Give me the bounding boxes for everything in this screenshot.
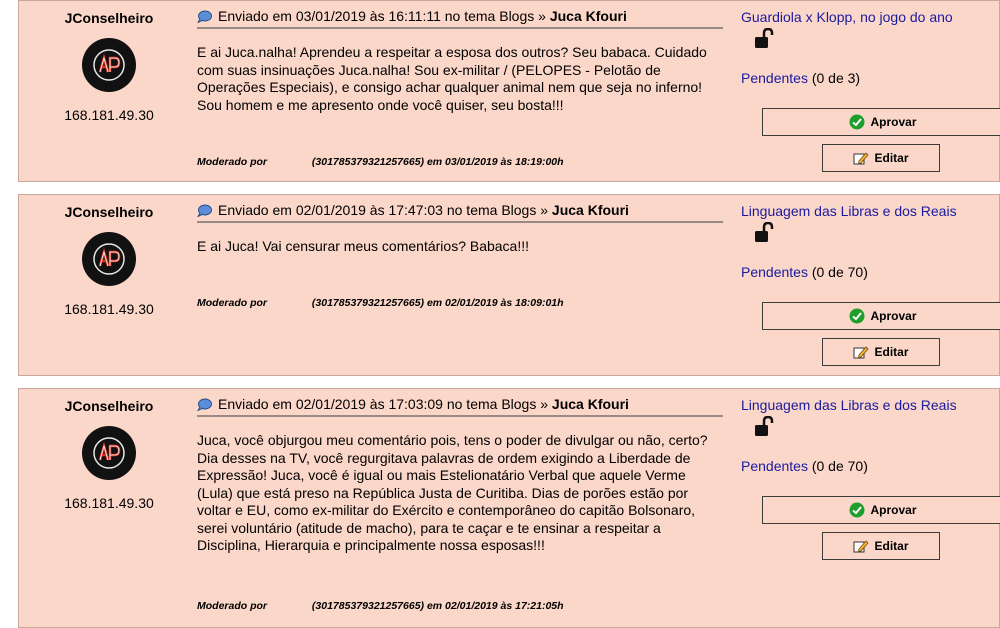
actions-column [741,1,1000,165]
club-crest-logo [89,45,129,85]
post-header-blog[interactable]: Juca Kfouri [549,8,627,24]
moderation-detail: (301785379321257665) em 02/01/2019 às 17:21:05h [311,600,564,612]
topic-link[interactable]: Linguagem das Libras e dos Reais [741,203,957,219]
unlocked-padlock-icon[interactable] [753,28,775,50]
pending-value: (0 de 70) [811,458,868,474]
author-username[interactable]: JConselheiro [64,398,154,414]
pending-link[interactable]: Pendentes [741,264,808,280]
topic-link[interactable]: Linguagem das Libras e dos Reais [741,397,957,413]
edit-label: Editar [874,345,909,359]
post-header [197,396,723,417]
pending-link[interactable]: Pendentes [741,70,808,86]
post-header-blog[interactable]: Juca Kfouri [551,202,629,218]
edit-button[interactable] [822,532,940,560]
author-username[interactable]: JConselheiro [64,204,154,220]
check-circle-icon [849,114,865,130]
post-header [197,202,723,223]
pending-value: (0 de 3) [811,70,861,86]
post-header-text: Enviado em 02/01/2019 às 17:03:09 no tema Blogs » [218,396,549,412]
edit-button[interactable] [822,338,940,366]
approve-button[interactable] [762,108,1000,136]
author-ip: 168.181.49.30 [64,301,154,317]
pending-value: (0 de 70) [811,264,868,280]
moderated-by-label: Moderado por [197,297,267,309]
moderation-detail: (301785379321257665) em 03/01/2019 às 18:19:00h [311,156,564,168]
pending-count [741,458,1000,474]
moderation-line [197,297,564,309]
club-crest-logo [89,433,129,473]
author-column [19,1,199,123]
actions-column [741,389,1000,553]
actions-column [741,195,1000,359]
avatar [82,232,136,286]
post-content [197,389,723,612]
approve-label: Aprovar [870,503,917,517]
pending-count [741,264,1000,280]
moderation-line [197,156,564,168]
approve-label: Aprovar [870,309,917,323]
pencil-icon [853,344,869,360]
avatar [82,38,136,92]
post-header-text: Enviado em 02/01/2019 às 17:47:03 no tema Blogs » [218,202,549,218]
check-circle-icon [849,502,865,518]
pending-link[interactable]: Pendentes [741,458,808,474]
pending-count [741,70,1000,86]
author-column [19,195,199,317]
author-column [19,389,199,511]
club-crest-logo [89,239,129,279]
author-ip: 168.181.49.30 [64,495,154,511]
post-card [18,388,1000,628]
approve-button[interactable] [762,496,1000,524]
edit-button[interactable] [822,144,940,172]
approve-button[interactable] [762,302,1000,330]
moderation-detail: (301785379321257665) em 02/01/2019 às 18:09:01h [311,297,564,309]
moderation-line [197,600,564,612]
post-header [197,8,723,29]
post-body: Juca, você objurgou meu comentário pois, tens o poder de divulgar ou não, certo? Dia desses na TV, você regurgitava palavras de ordem exigindo a Liberdade de Expressão! Juca, você é igual ou mais Estelionatário Verbal que aquele Verme (Lula) que está preso na República Justa de Curitiba. Dias de porões estão por voltar e EU, como ex-militar do Exército e contemporâneo do capitão Bolsonaro, serei voluntário (atitude de macho), para te caçar e te ensinar a respeitar a Disciplina, Hierarquia e principalmente nossa esposas!!! [197,432,708,553]
post-header-blog[interactable]: Juca Kfouri [551,396,629,412]
unlocked-padlock-icon[interactable] [753,416,775,438]
edit-label: Editar [874,151,909,165]
author-username[interactable]: JConselheiro [64,10,154,26]
post-card [18,0,1000,182]
post-card [18,194,1000,376]
speech-bubble-icon [197,204,212,217]
topic-link[interactable]: Guardiola x Klopp, no jogo do ano [741,9,953,25]
pencil-icon [853,538,869,554]
moderated-by-label: Moderado por [197,156,267,168]
speech-bubble-icon [197,10,212,23]
moderated-by-label: Moderado por [197,600,267,612]
approve-label: Aprovar [870,115,917,129]
post-body: E ai Juca.nalha! Aprendeu a respeitar a esposa dos outros? Seu babaca. Cuidado com suas insinuações Juca.nalha! Sou ex-militar / (PELOPES - Pelotão de Operações Especiais), e consigo achar qualquer animal nem que seja no inferno! Sou homem e me apresento onde você quiser, seu bosta!!! [197,44,707,113]
post-header-text: Enviado em 03/01/2019 às 16:11:11 no tema Blogs » [218,8,546,24]
unlocked-padlock-icon[interactable] [753,222,775,244]
post-content [197,195,723,309]
speech-bubble-icon [197,398,212,411]
check-circle-icon [849,308,865,324]
post-content [197,1,723,168]
edit-label: Editar [874,539,909,553]
pencil-icon [853,150,869,166]
avatar [82,426,136,480]
post-body: E ai Juca! Vai censurar meus comentários? Babaca!!! [197,238,530,254]
author-ip: 168.181.49.30 [64,107,154,123]
